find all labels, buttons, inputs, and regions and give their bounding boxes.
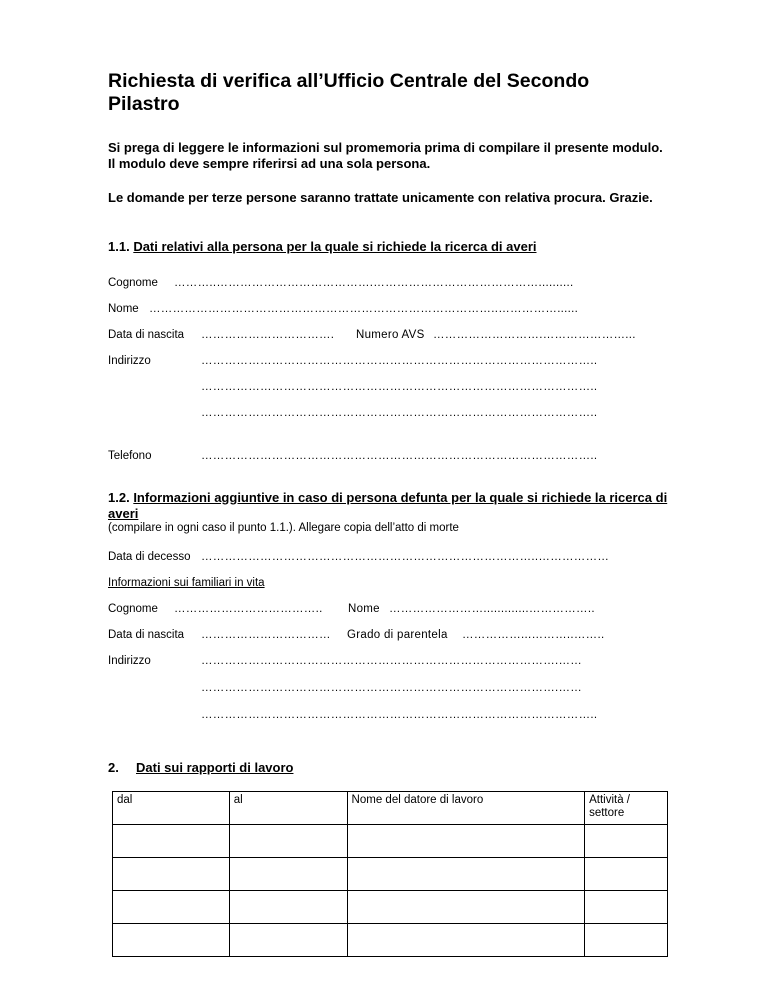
column-header-al: al	[229, 792, 347, 825]
table-cell-datore[interactable]	[347, 924, 585, 957]
familiare-nome-label: Nome	[348, 603, 380, 615]
nome-field[interactable]: ……………………………………………………………………………..……………......	[149, 303, 579, 315]
familiare-nome-field[interactable]: …………………….............……………..	[389, 603, 595, 615]
table-cell-attivita[interactable]	[585, 891, 668, 924]
familiare-cognome-field[interactable]: ………………………………..	[174, 603, 323, 615]
section-1-2-title: Informazioni aggiuntive in caso di persona defunta per la quale si richiede la ricerca di averi	[108, 490, 668, 521]
familiare-indirizzo-field-line-2[interactable]: ……………………………………………………………………………….……	[201, 682, 583, 694]
table-row	[113, 924, 668, 957]
familiare-cognome-label: Cognome	[108, 603, 158, 615]
indirizzo-field-line-1[interactable]: ………………………………………………………………………………………..	[201, 355, 598, 367]
numero-avs-label: Numero AVS	[356, 329, 425, 341]
table-cell-dal[interactable]	[113, 825, 230, 858]
telefono-label: Telefono	[108, 450, 152, 462]
table-cell-al[interactable]	[229, 858, 347, 891]
grado-parentela-label: Grado di parentela	[347, 629, 448, 641]
table-row	[113, 891, 668, 924]
table-cell-dal[interactable]	[113, 924, 230, 957]
data-nascita-label: Data di nascita	[108, 329, 185, 341]
table-cell-attivita[interactable]	[585, 825, 668, 858]
section-1-2-note: (compilare in ogni caso il punto 1.1.). Allegare copia dell’atto di morte	[108, 522, 459, 534]
table-cell-datore[interactable]	[347, 825, 585, 858]
indirizzo-label: Indirizzo	[108, 355, 151, 367]
data-nascita-field[interactable]: …………………………….	[201, 329, 335, 341]
data-decesso-label: Data di decesso	[108, 551, 191, 563]
cognome-label: Cognome	[108, 277, 158, 289]
section-1-2-number: 1.2.	[108, 490, 130, 505]
familiare-nascita-label: Data di nascita	[108, 629, 185, 641]
column-header-datore: Nome del datore di lavoro	[347, 792, 585, 825]
table-row	[113, 825, 668, 858]
employment-table	[112, 791, 668, 957]
data-decesso-field[interactable]: …………………………………………………………………………..………………	[201, 551, 610, 563]
intro-paragraph-2: Le domande per terze persone saranno trattate unicamente con relativa procura. Grazie.	[108, 190, 653, 205]
telefono-field[interactable]: ………………………………………………………………………………………..	[201, 450, 598, 462]
table-cell-datore[interactable]	[347, 858, 585, 891]
indirizzo-field-line-2[interactable]: ………………………………………………………………………………………..	[201, 381, 598, 393]
table-cell-dal[interactable]	[113, 858, 230, 891]
familiare-nascita-field[interactable]: ……………………………	[201, 629, 331, 641]
numero-avs-field[interactable]: ……………………….…………………...	[433, 329, 636, 341]
section-2-heading	[108, 760, 293, 776]
table-cell-datore[interactable]	[347, 891, 585, 924]
section-1-1-title: Dati relativi alla persona per la quale si richiede la ricerca di averi	[133, 239, 537, 254]
section-2-number: 2.	[108, 760, 119, 775]
familiari-heading: Informazioni sui familiari in vita	[108, 577, 265, 589]
section-1-1-number: 1.1.	[108, 239, 130, 254]
grado-parentela-field[interactable]: ……………...………..……..	[462, 629, 605, 641]
familiare-indirizzo-field-line-1[interactable]: ……………………………………………………………………………….……	[201, 655, 583, 667]
column-header-attivita: Attività / settore	[585, 792, 668, 825]
table-header-row	[113, 792, 668, 825]
table-cell-al[interactable]	[229, 891, 347, 924]
section-1-1-heading	[108, 239, 668, 255]
intro-paragraph-1: Si prega di leggere le informazioni sul promemoria prima di compilare il presente modulo. Il modulo deve sempre riferirsi ad una sola persona.	[108, 140, 663, 171]
table-cell-dal[interactable]	[113, 891, 230, 924]
table-cell-al[interactable]	[229, 825, 347, 858]
section-1-2-heading	[108, 490, 668, 522]
familiare-indirizzo-field-line-3[interactable]: ………………………………………………………………………………………..	[201, 709, 598, 721]
column-header-dal: dal	[113, 792, 230, 825]
page-title: Richiesta di verifica all’Ufficio Centrale del Secondo Pilastro	[108, 70, 590, 115]
table-row	[113, 858, 668, 891]
familiare-indirizzo-label: Indirizzo	[108, 655, 151, 667]
table-cell-attivita[interactable]	[585, 858, 668, 891]
table-cell-attivita[interactable]	[585, 924, 668, 957]
table-cell-al[interactable]	[229, 924, 347, 957]
cognome-field[interactable]: ………..………………………………….……………………………………..........	[174, 277, 574, 289]
indirizzo-field-line-3[interactable]: ………………………………………………………………………………………..	[201, 407, 598, 419]
nome-label: Nome	[108, 303, 139, 315]
section-2-title: Dati sui rapporti di lavoro	[136, 760, 294, 775]
